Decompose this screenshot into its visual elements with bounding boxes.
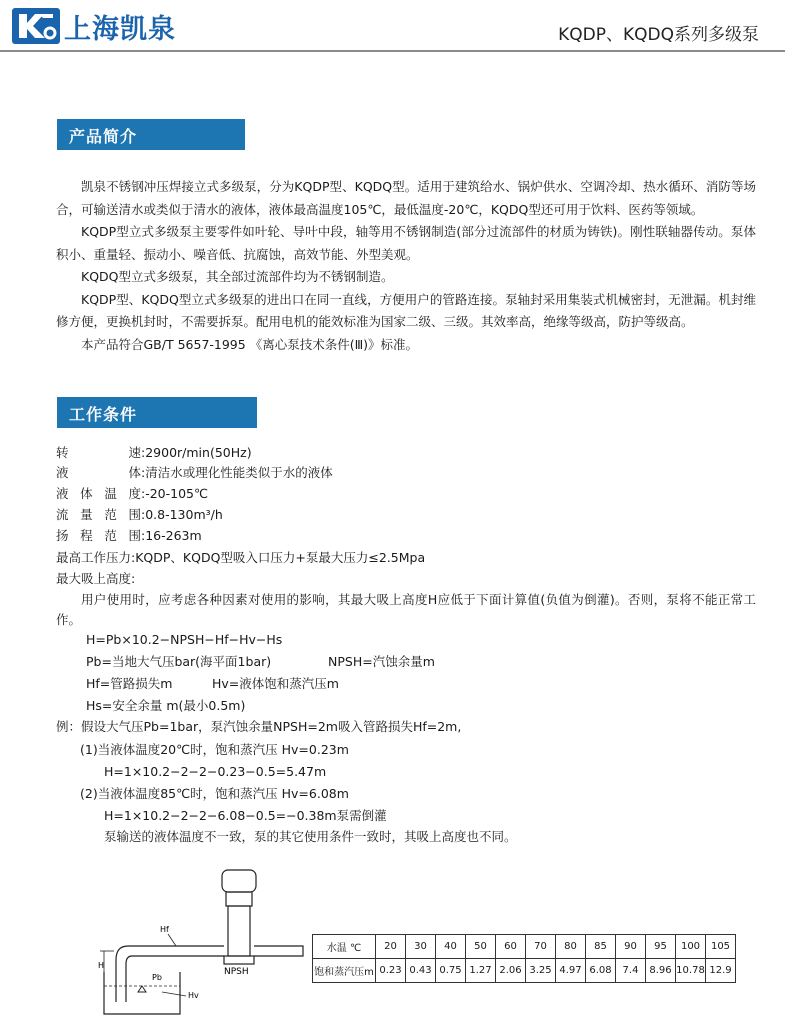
table-cell: 105 <box>706 935 736 959</box>
pump-suction-diagram <box>98 868 308 1016</box>
example-calc-2: H=1×10.2−2−2−6.08−0.5=−0.38m泵需倒灌 <box>104 808 387 823</box>
company-logo <box>12 6 176 46</box>
intro-paragraph-5: 本产品符合GB/T 5657-1995 《离心泵技术条件(Ⅲ)》标准。 <box>81 336 419 352</box>
section-heading-conditions <box>57 397 257 428</box>
table-cell: 40 <box>436 935 466 959</box>
spec-value: :16-263m <box>141 528 202 543</box>
table-cell: 8.96 <box>646 959 676 983</box>
spec-value: :0.8-130m³/h <box>141 507 223 522</box>
table-cell: 85 <box>586 935 616 959</box>
table-cell: 10.78 <box>676 959 706 983</box>
spec-row <box>56 526 202 546</box>
table-cell: 100 <box>676 935 706 959</box>
spec-label: 扬程范围 <box>56 528 141 543</box>
label-hf: Hf <box>160 925 169 934</box>
motor-shape <box>222 870 256 892</box>
section-heading-conditions-text: 工作条件 <box>69 405 138 424</box>
table-cell: 80 <box>556 935 586 959</box>
definition-hs: Hs=安全余量 m(最小0.5m) <box>86 698 246 713</box>
table-cell: 0.43 <box>406 959 436 983</box>
spec-label: 流量范围 <box>56 507 141 522</box>
intro-body <box>56 176 756 356</box>
kq-logo-icon <box>12 6 60 46</box>
intro-paragraph-1: 凯泉不锈钢冲压焊接立式多级泵，分为KQDP型、KQDQ型。适用于建筑给水、锅炉供水、空调冷却、热水循环、消防等场合，可输送清水或类似于清水的液体，液体最高温度105℃，最低温度-20℃，KQDQ型还可用于饮料、医药等领域。 <box>56 179 756 217</box>
spec-row <box>56 484 208 504</box>
definition-hv: Hv=液体饱和蒸汽压m <box>212 676 339 691</box>
water-level-marker <box>138 986 146 992</box>
example-intro: 例：假设大气压Pb=1bar，泵汽蚀余量NPSH=2m吸入管路损失Hf=2m, <box>56 719 462 734</box>
max-suction-label: 最大吸上高度: <box>56 571 136 586</box>
suction-pipe-inner <box>126 956 224 1002</box>
hf-leader-line <box>168 934 176 946</box>
table-cell: 90 <box>616 935 646 959</box>
spec-row <box>56 463 333 483</box>
table-cell: 1.27 <box>466 959 496 983</box>
definition-hf: Hf=管路损失m <box>86 676 173 691</box>
document-title: KQDP、KQDQ系列多级泵 <box>558 25 759 45</box>
max-pressure: 最高工作压力:KQDP、KQDQ型吸入口压力+泵最大压力≤2.5Mpa <box>56 550 426 565</box>
spec-value: :2900r/min(50Hz) <box>141 445 252 460</box>
table-cell: 4.97 <box>556 959 586 983</box>
vapor-pressure-table <box>312 934 736 983</box>
label-pb: Pb <box>152 973 162 982</box>
row-header-pressure: 饱和蒸汽压m <box>313 959 376 983</box>
table-cell: 20 <box>376 935 406 959</box>
spec-value: :清洁水或理化性能类似于水的液体 <box>141 465 333 480</box>
spec-row <box>56 505 223 525</box>
pump-column-shape <box>228 906 250 956</box>
example-note: 泵输送的液体温度不一致，泵的其它使用条件一致时，其吸上高度也不同。 <box>104 829 517 844</box>
row-header-temperature: 水温 ℃ <box>313 935 376 959</box>
suction-formula: H=Pb×10.2−NPSH−Hf−Hv−Hs <box>86 632 283 647</box>
spec-label: 液体温度 <box>56 486 141 501</box>
section-heading-intro <box>57 119 245 150</box>
spec-label: 转速 <box>56 445 141 460</box>
pump-body-shape <box>224 956 254 964</box>
table-cell: 3.25 <box>526 959 556 983</box>
table-cell: 0.75 <box>436 959 466 983</box>
intro-paragraph-3: KQDQ型立式多级泵，其全部过流部件均为不锈钢制造。 <box>81 269 394 284</box>
label-h: H <box>98 961 105 970</box>
definition-pb: Pb=当地大气压bar(海平面1bar) <box>86 654 272 669</box>
outlet-pipe-shape <box>254 946 303 956</box>
table-cell: 0.23 <box>376 959 406 983</box>
hv-leader-line <box>162 992 186 996</box>
table-cell: 2.06 <box>496 959 526 983</box>
header-divider <box>0 50 785 52</box>
table-cell: 50 <box>466 935 496 959</box>
table-cell: 30 <box>406 935 436 959</box>
example-case-2: (2)当液体温度85℃时，饱和蒸汽压 Hv=6.08m <box>80 786 349 801</box>
table-cell: 95 <box>646 935 676 959</box>
table-cell: 12.9 <box>706 959 736 983</box>
spec-label: 液体 <box>56 465 141 480</box>
section-heading-intro-text: 产品简介 <box>69 127 138 146</box>
motor-base-shape <box>226 892 252 906</box>
spec-value: :-20-105℃ <box>141 486 209 501</box>
intro-paragraph-4: KQDP型、KQDQ型立式多级泵的进出口在同一直线，方便用户的管路连接。泵轴封采用集装式机械密封，无泄漏。机封维修方便，更换机封时，不需要拆泵。配用电机的能效标准为国家二级、三级。其效率高，绝缘等级高，防护等级高。 <box>56 291 756 329</box>
intro-paragraph-2: KQDP型立式多级泵主要零件如叶轮、导叶中段，轴等用不锈钢制造(部分过流部件的材质为铸铁)。刚性联轴器传动。泵体积小、重量轻、振动小、噪音低、抗腐蚀，高效节能、外型美观。 <box>56 224 756 262</box>
suction-paragraph: 用户使用时，应考虑各种因素对使用的影响，其最大吸上高度H应低于下面计算值(负值为倒灌)。否则，泵将不能正常工作。 <box>56 592 756 627</box>
table-cell: 7.4 <box>616 959 646 983</box>
spec-row <box>56 443 252 463</box>
example-case-1: (1)当液体温度20℃时，饱和蒸汽压 Hv=0.23m <box>80 742 349 757</box>
example-calc-1: H=1×10.2−2−2−0.23−0.5=5.47m <box>104 764 327 779</box>
table-cell: 60 <box>496 935 526 959</box>
logo-text: 上海凯泉 <box>64 13 176 45</box>
table-row-temperature <box>313 935 736 959</box>
table-cell: 6.08 <box>586 959 616 983</box>
page-header <box>0 0 785 60</box>
table-cell: 70 <box>526 935 556 959</box>
table-row-pressure <box>313 959 736 983</box>
label-hv: Hv <box>188 991 199 1000</box>
label-npsh: NPSH <box>224 967 249 977</box>
definition-npsh: NPSH=汽蚀余量m <box>328 654 435 669</box>
